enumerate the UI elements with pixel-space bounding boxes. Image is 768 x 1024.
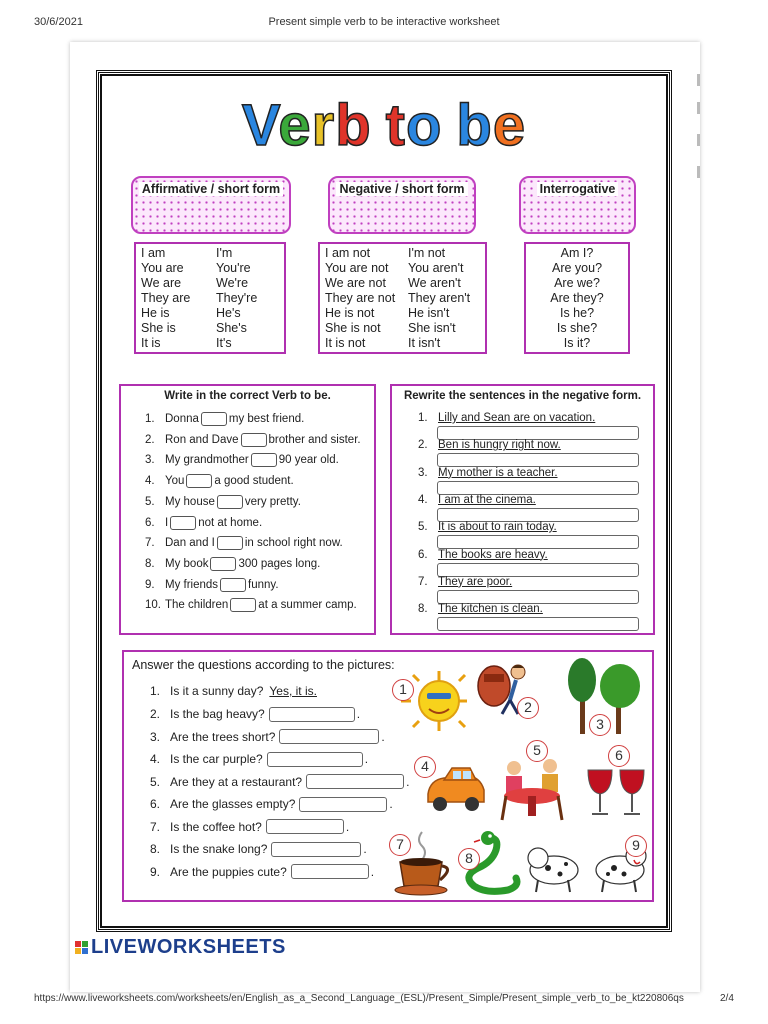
item-number: 6.: [418, 548, 428, 561]
item-number: 6.: [150, 797, 161, 811]
sun-picture: [399, 669, 469, 733]
question-text: Are the trees short?: [170, 729, 276, 744]
exercise2-item: [418, 603, 543, 615]
print-title: Present simple verb to be interactive worksheet: [268, 16, 500, 28]
title-letter: b: [456, 93, 493, 158]
negative-answer-input[interactable]: [437, 590, 639, 604]
item-number: 7.: [145, 537, 155, 550]
affirmative-full-form: It is: [141, 336, 161, 350]
period-mark: .: [363, 842, 367, 856]
sentence-text: The kitchen is clean.: [438, 603, 543, 616]
answer-blank[interactable]: [217, 536, 243, 550]
wine-glasses-picture: [582, 762, 652, 826]
negative-answer-input[interactable]: [437, 453, 639, 467]
sentence-end: in school right now.: [244, 537, 343, 550]
worksheet-title: [0, 92, 768, 159]
liveworksheets-logo[interactable]: [75, 936, 286, 959]
exercise1-item: [145, 453, 339, 467]
exercise1-item: [145, 433, 361, 447]
interrogative-header: [519, 176, 636, 234]
picture-number-5: 5: [526, 740, 548, 762]
item-number: 1.: [145, 413, 155, 425]
item-number: 2.: [418, 439, 428, 452]
period-mark: .: [381, 729, 385, 744]
exercise3-item: [150, 752, 368, 767]
title-letter: e: [278, 93, 312, 158]
affirmative-short-form: I'm: [216, 246, 233, 260]
answer-input[interactable]: [299, 797, 387, 812]
sentence-text: I am at the cinema.: [438, 493, 536, 506]
title-letter: e: [492, 93, 527, 158]
interrogative-label: Interrogative: [537, 182, 619, 196]
period-mark: .: [406, 774, 410, 789]
sentence-start: Donna: [165, 413, 199, 425]
exercise1-item: [145, 495, 301, 509]
exercise3-item: [150, 774, 409, 789]
exercise1-item: [145, 474, 294, 488]
question-text: Is the coffee hot?: [170, 819, 262, 834]
answer-blank[interactable]: [186, 474, 212, 488]
negative-answer-input[interactable]: [437, 481, 639, 495]
negative-short-form: She isn't: [408, 321, 456, 335]
sentence-start: The children: [165, 599, 229, 612]
scroll-tick: [697, 74, 700, 86]
answer-input[interactable]: [291, 864, 369, 879]
sentence-start: Ron and Dave: [165, 433, 239, 446]
period-mark: .: [389, 797, 393, 811]
negative-full-form: He is not: [325, 306, 375, 320]
item-number: 1.: [418, 412, 428, 424]
negative-short-form: I'm not: [408, 246, 446, 260]
period-mark: .: [370, 864, 375, 879]
answer-blank[interactable]: [217, 495, 243, 509]
affirmative-full-form: They are: [141, 291, 191, 305]
picture-number-2: 2: [517, 697, 539, 719]
sentence-text: They are poor.: [438, 575, 513, 588]
logo-text: LIVEWORKSHEETS: [91, 936, 286, 958]
answer-text: Yes, it is.: [269, 684, 317, 698]
picture-number-8: 8: [458, 848, 480, 870]
item-number: 4.: [145, 475, 155, 488]
exercise2-item: [418, 549, 548, 561]
exercise1-title: Write in the correct Verb to be.: [164, 390, 331, 402]
affirmative-full-form: We are: [141, 276, 182, 290]
exercise3-item: [150, 842, 367, 857]
affirmative-label: Affirmative / short form: [139, 182, 283, 196]
picture-number-6: 6: [608, 745, 630, 767]
negative-short-form: He isn't: [408, 306, 450, 320]
negative-answer-input[interactable]: [437, 426, 639, 440]
sentence-start: You: [165, 475, 185, 488]
interrogative-form: Is it?: [563, 336, 591, 350]
sentence-start: My house: [165, 495, 215, 508]
exercise3-item: [150, 684, 317, 698]
negative-table: [318, 242, 487, 354]
exercise3-item: [150, 797, 393, 812]
sentence-end: not at home.: [198, 516, 263, 529]
answer-input[interactable]: [269, 707, 355, 722]
negative-full-form: We are not: [325, 276, 386, 290]
liveworksheets-logo-icon: [75, 941, 88, 954]
scroll-tick: [697, 166, 700, 178]
exercise1-item: [145, 412, 304, 426]
sentence-start: Dan and I: [165, 537, 215, 550]
exercise2-item: [418, 576, 512, 588]
exercise-fill-in-box: [119, 384, 376, 635]
picture-number-7: 7: [389, 834, 411, 856]
item-number: 7.: [150, 819, 161, 834]
answer-input[interactable]: [306, 774, 404, 789]
item-number: 3.: [150, 729, 161, 744]
question-text: Are the puppies cute?: [170, 864, 287, 879]
item-number: 2.: [145, 433, 155, 446]
print-url[interactable]: https://www.liveworksheets.com/worksheets/en/English_as_a_Second_Language_(ESL)/Present_Simple/Present_simple_verb_to_be_kt220806qs: [34, 993, 684, 1004]
item-number: 10.: [145, 599, 161, 612]
affirmative-short-form: He's: [216, 306, 241, 320]
question-text: Is it a sunny day?: [170, 684, 264, 698]
exercise1-item: [145, 557, 320, 571]
exercise3-item: [150, 729, 385, 744]
sentence-text: Lilly and Sean are on vacation.: [438, 412, 596, 424]
picture-number-1: 1: [392, 679, 414, 701]
interrogative-form: Is she?: [556, 321, 598, 335]
negative-answer-input[interactable]: [437, 563, 639, 577]
interrogative-form: Are we?: [554, 276, 600, 290]
exercise3-item: [150, 707, 360, 722]
print-page-number: 2/4: [720, 993, 734, 1004]
item-number: 3.: [145, 454, 155, 467]
question-text: Are the glasses empty?: [170, 797, 296, 811]
sentence-text: It is about to rain today.: [438, 521, 557, 534]
negative-header: [328, 176, 476, 234]
picture-number-4: 4: [414, 756, 436, 778]
sentence-end: funny.: [248, 578, 279, 591]
question-text: Is the car purple?: [170, 752, 263, 766]
exercise1-item: [145, 598, 357, 612]
exercise3-title: Answer the questions according to the pictures:: [132, 658, 395, 672]
affirmative-short-form: We're: [216, 276, 249, 290]
item-number: 8.: [150, 842, 161, 856]
answer-blank[interactable]: [241, 433, 267, 447]
negative-short-form: It isn't: [408, 336, 441, 350]
sentence-text: Ben is hungry right now.: [438, 439, 561, 452]
exercise2-item: [418, 521, 557, 533]
exercise-pictures-box: [122, 650, 654, 902]
item-number: 9.: [150, 864, 161, 879]
interrogative-form: Are they?: [550, 291, 604, 305]
exercise2-item: [418, 467, 558, 479]
sentence-start: My friends: [165, 578, 219, 591]
sentence-end: 90 year old.: [278, 454, 339, 467]
sentence-end: at a summer camp.: [258, 599, 357, 612]
negative-full-form: You are not: [325, 261, 389, 275]
negative-full-form: They are not: [325, 291, 396, 305]
affirmative-short-form: She's: [216, 321, 247, 335]
sentence-end: brother and sister.: [268, 433, 361, 446]
affirmative-full-form: I am: [141, 246, 166, 260]
sentence-end: very pretty.: [244, 495, 301, 508]
item-number: 4.: [150, 752, 161, 766]
negative-full-form: She is not: [325, 321, 381, 335]
negative-full-form: I am not: [325, 246, 371, 260]
exercise3-item: [150, 819, 349, 834]
sentence-text: The books are heavy.: [438, 548, 548, 561]
exercise1-item: [145, 578, 279, 592]
negative-short-form: We aren't: [408, 276, 461, 290]
item-number: 1.: [150, 684, 161, 698]
interrogative-form: Am I?: [560, 246, 594, 260]
interrogative-form: Are you?: [551, 261, 603, 275]
sentence-start: My grandmother: [165, 454, 249, 467]
title-letter: r: [311, 93, 336, 158]
period-mark: .: [364, 752, 369, 766]
affirmative-table: [134, 242, 286, 354]
negative-short-form: You aren't: [408, 261, 464, 275]
answer-blank[interactable]: [220, 578, 246, 592]
item-number: 2.: [150, 707, 161, 721]
exercise2-item: [418, 412, 595, 424]
title-letter: V: [241, 93, 279, 158]
affirmative-header: [131, 176, 291, 234]
item-number: 4.: [418, 493, 428, 506]
answer-blank[interactable]: [251, 453, 277, 467]
exercise-negative-box: [390, 384, 655, 635]
answer-input[interactable]: [271, 842, 361, 857]
interrogative-form: Is he?: [559, 306, 595, 320]
negative-short-form: They aren't: [408, 291, 471, 305]
exercise2-item: [418, 494, 536, 506]
item-number: 9.: [145, 578, 155, 591]
negative-label: Negative / short form: [336, 182, 467, 196]
answer-blank[interactable]: [201, 412, 227, 426]
negative-answer-input[interactable]: [437, 535, 639, 549]
title-letter: o: [405, 93, 443, 158]
affirmative-short-form: They're: [216, 291, 258, 305]
answer-input[interactable]: [267, 752, 363, 767]
sentence-start: My book: [165, 557, 209, 570]
question-text: Is the bag heavy?: [170, 707, 265, 721]
print-date: 30/6/2021: [34, 16, 83, 28]
picture-number-3: 3: [589, 714, 611, 736]
item-number: 7.: [418, 575, 428, 588]
answer-blank[interactable]: [210, 557, 236, 571]
sentence-end: 300 pages long.: [238, 557, 321, 570]
answer-blank[interactable]: [230, 598, 256, 612]
affirmative-full-form: He is: [141, 306, 170, 320]
interrogative-table: [524, 242, 630, 354]
question-text: Is the snake long?: [170, 842, 268, 856]
negative-answer-input[interactable]: [437, 617, 639, 631]
answer-input[interactable]: [266, 819, 344, 834]
affirmative-short-form: It's: [216, 336, 232, 350]
affirmative-full-form: She is: [141, 321, 176, 335]
item-number: 5.: [145, 495, 155, 508]
title-letter: b: [335, 93, 372, 158]
exercise3-item: [150, 864, 374, 879]
item-number: 3.: [418, 466, 428, 479]
question-text: Are they at a restaurant?: [170, 774, 303, 789]
exercise2-title: Rewrite the sentences in the negative form.: [403, 390, 642, 402]
item-number: 5.: [418, 521, 428, 534]
sentence-text: My mother is a teacher.: [438, 466, 558, 479]
title-letter: t: [385, 93, 406, 158]
exercise1-item: [145, 536, 343, 550]
negative-answer-input[interactable]: [437, 508, 639, 522]
period-mark: .: [356, 707, 361, 721]
answer-input[interactable]: [279, 729, 379, 744]
sentence-end: my best friend.: [228, 413, 305, 425]
picture-number-9: 9: [625, 835, 647, 857]
item-number: 8.: [145, 557, 155, 570]
affirmative-full-form: You are: [141, 261, 184, 275]
sentence-start: I: [165, 516, 169, 529]
affirmative-short-form: You're: [216, 261, 251, 275]
answer-blank[interactable]: [170, 516, 196, 530]
item-number: 5.: [150, 774, 161, 789]
sentence-end: a good student.: [214, 475, 294, 488]
item-number: 6.: [145, 516, 155, 529]
exercise1-item: [145, 516, 262, 530]
item-number: 8.: [418, 603, 428, 616]
negative-full-form: It is not: [325, 336, 366, 350]
exercise2-item: [418, 439, 561, 451]
period-mark: .: [345, 819, 350, 834]
